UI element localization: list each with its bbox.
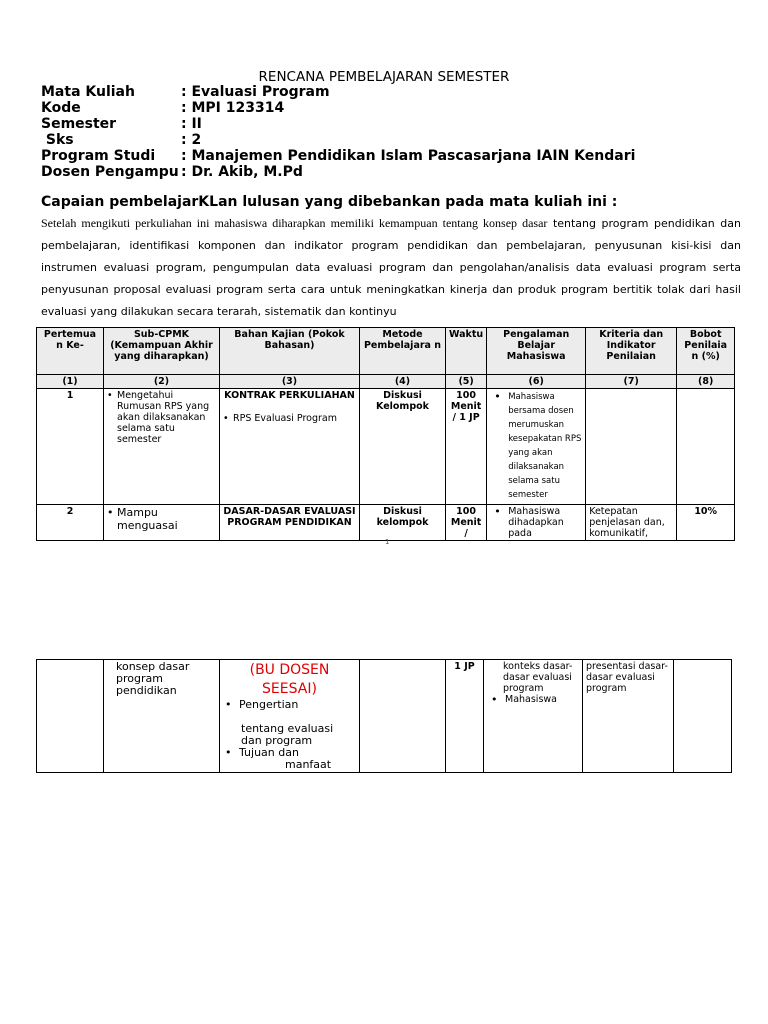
cell-bahan	[220, 660, 360, 773]
col-header: Bahan Kajian (Pokok Bahasan)	[220, 328, 360, 375]
cell-waktu: 100 Menit /	[446, 505, 487, 541]
cpl-text	[41, 212, 741, 323]
cell-bobot: 10%	[677, 505, 735, 541]
meta-value: : MPI 123314	[181, 100, 285, 116]
meta-row-course	[41, 84, 635, 100]
cell-waktu: 100 Menit / 1 JP	[446, 389, 487, 505]
cell-metode	[360, 660, 446, 773]
page-number: 1	[385, 538, 390, 546]
list-item: • Mengetahui Rumusan RPS yang akan dilaksanakan selama satu semester	[115, 390, 216, 445]
col-header: Metode Pembelajara n	[360, 328, 446, 375]
col-header: Pengalaman Belajar Mahasiswa	[487, 328, 586, 375]
cell-sub-cpmk	[104, 389, 220, 505]
col-header: Kriteria dan Indikator Penilaian	[586, 328, 677, 375]
cell-kriteria: Ketepatan penjelasan dan, komunikatif,	[586, 505, 677, 541]
meta-label: Kode	[41, 100, 81, 116]
meta-value: : Dr. Akib, M.Pd	[181, 164, 303, 180]
col-header: Bobot Penilaia n (%)	[677, 328, 735, 375]
cpl-text-serif: Setelah mengikuti perkuliahan ini mahasiswa diharapkan memiliki kemampuan tentang konsep dasar	[41, 216, 548, 230]
cell-kriteria: presentasi dasar-dasar evaluasi program	[583, 660, 674, 773]
cell-meeting: 2	[37, 505, 104, 541]
document-title: RENCANA PEMBELAJARAN SEMESTER	[258, 69, 510, 85]
cell-metode: Diskusi Kelompok	[360, 389, 446, 505]
meta-row-code	[41, 100, 635, 116]
list-item: • Mahasiswa bersama dosen merumuskan kesepakatan RPS yang akan dilaksanakan selama satu semester	[506, 390, 582, 502]
list-item: • RPS Evaluasi Program	[231, 413, 356, 424]
table-row	[37, 660, 732, 773]
col-number: (1)	[37, 375, 104, 389]
meta-label: Sks	[41, 132, 74, 148]
meta-row-program	[41, 148, 635, 164]
col-number: (6)	[487, 375, 586, 389]
cell-metode: Diskusi kelompok	[360, 505, 446, 541]
cpl-heading: Capaian pembelajarKLan lulusan yang dibebankan pada mata kuliah ini :	[41, 194, 618, 210]
cell-pengalaman	[487, 505, 586, 541]
cpl-text-rest: tentang program pendidikan dan pembelajaran, identifikasi komponen dan indikator program pendidikan dan pembelajaran, penyusunan kisi-kisi dan instrumen evaluasi program, pengumpulan data evaluasi program dan pengolahan/analisis data evaluasi program serta penyusunan proposal evaluasi program serta cara untuk meningkatkan kinerja dan produk program bertitik tolak dari hasil evaluasi yang dilakukan secara terarah, sistematik dan kontinyu	[41, 217, 741, 318]
meta-value: : Manajemen Pendidikan Islam Pascasarjana IAIN Kendari	[181, 148, 636, 164]
col-header: Pertemua n Ke-	[37, 328, 104, 375]
rps-table	[36, 327, 735, 541]
table-row	[37, 505, 735, 541]
cell-bahan: DASAR-DASAR EVALUASI PROGRAM PENDIDIKAN	[220, 505, 360, 541]
col-header: Sub-CPMK (Kemampuan Akhir yang diharapkan)	[104, 328, 220, 375]
list-item: • Mahasiswa dihadapkan pada	[506, 506, 582, 539]
table-header-row	[37, 328, 735, 375]
meta-value: : II	[181, 116, 202, 132]
cell-bahan	[220, 389, 360, 505]
meta-label: Dosen Pengampu	[41, 164, 179, 180]
col-number: (8)	[677, 375, 735, 389]
meta-row-lecturer	[41, 164, 635, 180]
cell-meeting: 1	[37, 389, 104, 505]
table-row	[37, 389, 735, 505]
meta-row-semester	[41, 116, 635, 132]
cell-bobot	[677, 389, 735, 505]
meta-value: : 2	[181, 132, 202, 148]
cell-pengalaman	[484, 660, 583, 773]
list-item: • Pengertian	[237, 699, 356, 711]
meta-label: Semester	[41, 116, 117, 132]
table-number-row	[37, 375, 735, 389]
cell-bobot	[674, 660, 732, 773]
list-item: • Tujuan dan	[237, 747, 356, 759]
rps-table-continued	[36, 659, 732, 773]
list-item: • Mahasiswa	[503, 694, 579, 705]
col-number: (7)	[586, 375, 677, 389]
course-meta	[41, 84, 635, 180]
meta-label: Program Studi	[41, 148, 156, 164]
bahan-title: KONTRAK PERKULIAHAN	[224, 390, 355, 401]
cell-waktu: 1 JP	[446, 660, 484, 773]
col-number: (4)	[360, 375, 446, 389]
col-number: (5)	[446, 375, 487, 389]
meta-label: Mata Kuliah	[41, 84, 135, 100]
cell-kriteria	[586, 389, 677, 505]
col-header: Waktu	[446, 328, 487, 375]
meta-row-sks	[41, 132, 635, 148]
bahan-text: tentang evaluasi dan program	[241, 722, 334, 747]
bahan-text: manfaat	[285, 758, 332, 771]
meta-value: : Evaluasi Program	[181, 84, 330, 100]
col-number: (3)	[220, 375, 360, 389]
pengalaman-text: konteks dasar-dasar evaluasi program	[503, 661, 573, 694]
col-number: (2)	[104, 375, 220, 389]
lecturer-note: (BU DOSEN SEESAI)	[249, 662, 330, 697]
list-item: • Mampu menguasai	[115, 506, 216, 532]
cell-sub-cpmk: konsep dasar program pendidikan	[104, 660, 220, 773]
cell-sub-cpmk	[104, 505, 220, 541]
cell-pengalaman	[487, 389, 586, 505]
cell-meeting	[37, 660, 104, 773]
